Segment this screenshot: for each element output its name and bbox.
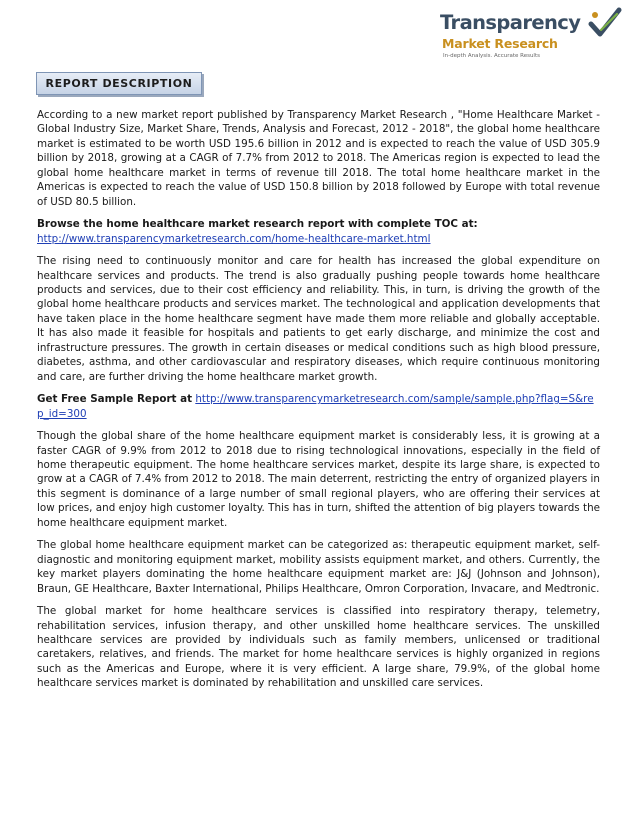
players-paragraph: The global home healthcare equipment market can be categorized as: therapeutic equipment market, self-diagnostic and monitoring equipment market, mobility assists equipment market, and others. Currently, the key market players dominating the home healthcare equipment market are: J&J (Johnson and Johnson), Braun, GE Healthcare, Baxter International, Philips Healthcare, Omron Corporation, Invacare, and Medtronic. — [37, 539, 600, 595]
logo-check-icon — [587, 6, 623, 42]
toc-link[interactable]: http://www.transparencymarketresearch.com/home-healthcare-market.html — [37, 232, 431, 245]
sample-label: Get Free Sample Report at — [37, 393, 193, 406]
intro-paragraph: According to a new market report published by Transparency Market Research , "Home Healthcare Market - Global Industry Size, Market Share, Trends, Analysis and Forecast, 2012 - 2018", the global home healthcare market is estimated to be worth USD 195.6 billion in 2012 and is expected to reach the value of USD 305.9 billion by 2018, growing at a CAGR of 7.7% from 2012 to 2018. The Americas region is expected to lead the global home healthcare market in terms of revenue till 2018. The total home healthcare market in the Americas is expected to reach the value of USD 150.8 billion by 2018 followed by Europe with total revenue of USD 80.5 billion. — [37, 109, 600, 208]
sample-link-text: http://www.transparencymarketresearch.com/sample/sample.php?flag=S&rep_id=300 — [37, 393, 594, 420]
logo-name: Transparency — [440, 11, 581, 34]
section-label: REPORT DESCRIPTION — [36, 72, 202, 95]
logo-tagline: In-depth Analysis. Accurate Results — [443, 53, 540, 59]
toc-label: Browse the home healthcare market research report with complete TOC at: — [37, 218, 478, 231]
report-body — [37, 108, 600, 699]
services-paragraph: The global market for home healthcare services is classified into respiratory therapy, telemetry, rehabilitation services, infusion therapy, and other unskilled home healthcare services. The unskilled healthcare services are provided by individuals such as family members, unlicensed or traditional caretakers, relatives, and friends. The market for home healthcare services is highly organized in regions such as the Americas and Europe, where it is very efficient. A large share, 79.9%, of the global home healthcare services market is dominated by rehabilitation and unskilled care services. — [37, 605, 600, 690]
logo-subname: Market Research — [442, 36, 558, 51]
sample-block — [37, 392, 600, 421]
equipment-paragraph: Though the global share of the home healthcare equipment market is considerably less, it is growing at a faster CAGR of 9.9% from 2012 to 2018 due to rising technological innovations, especially in the field of home therapeutic equipment. The home healthcare services market, despite its large share, is expected to grow at a CAGR of 7.4% from 2012 to 2018. The main deterrent, restricting the entry of organized players in this segment is dominance of a large number of small regional players, who are offering their services at low prices, and enjoy high customer loyalty. This has in turn, shifted the attention of big players towards the home healthcare equipment market. — [37, 430, 600, 529]
toc-block — [37, 217, 600, 246]
company-logo — [440, 6, 630, 62]
growth-paragraph: The rising need to continuously monitor and care for health has increased the global expenditure on healthcare services and products. The trend is also gradually pushing people towards home healthcare products and services, due to their cost efficiency and reliability. This, in turn, is driving the growth of the global home healthcare products and services market. The technological and application developments that have taken place in the home healthcare segment have made them more reliable and globally acceptable. It has also made it feasible for hospitals and patients to get early discharge, and minimize the cost and infrastructure pressures. The growth in certain diseases or medical conditions such as high blood pressure, diabetes, asthma, and other cardiovascular and respiratory diseases, which require continuous monitoring and care, are further driving the home healthcare market growth. — [37, 255, 600, 383]
